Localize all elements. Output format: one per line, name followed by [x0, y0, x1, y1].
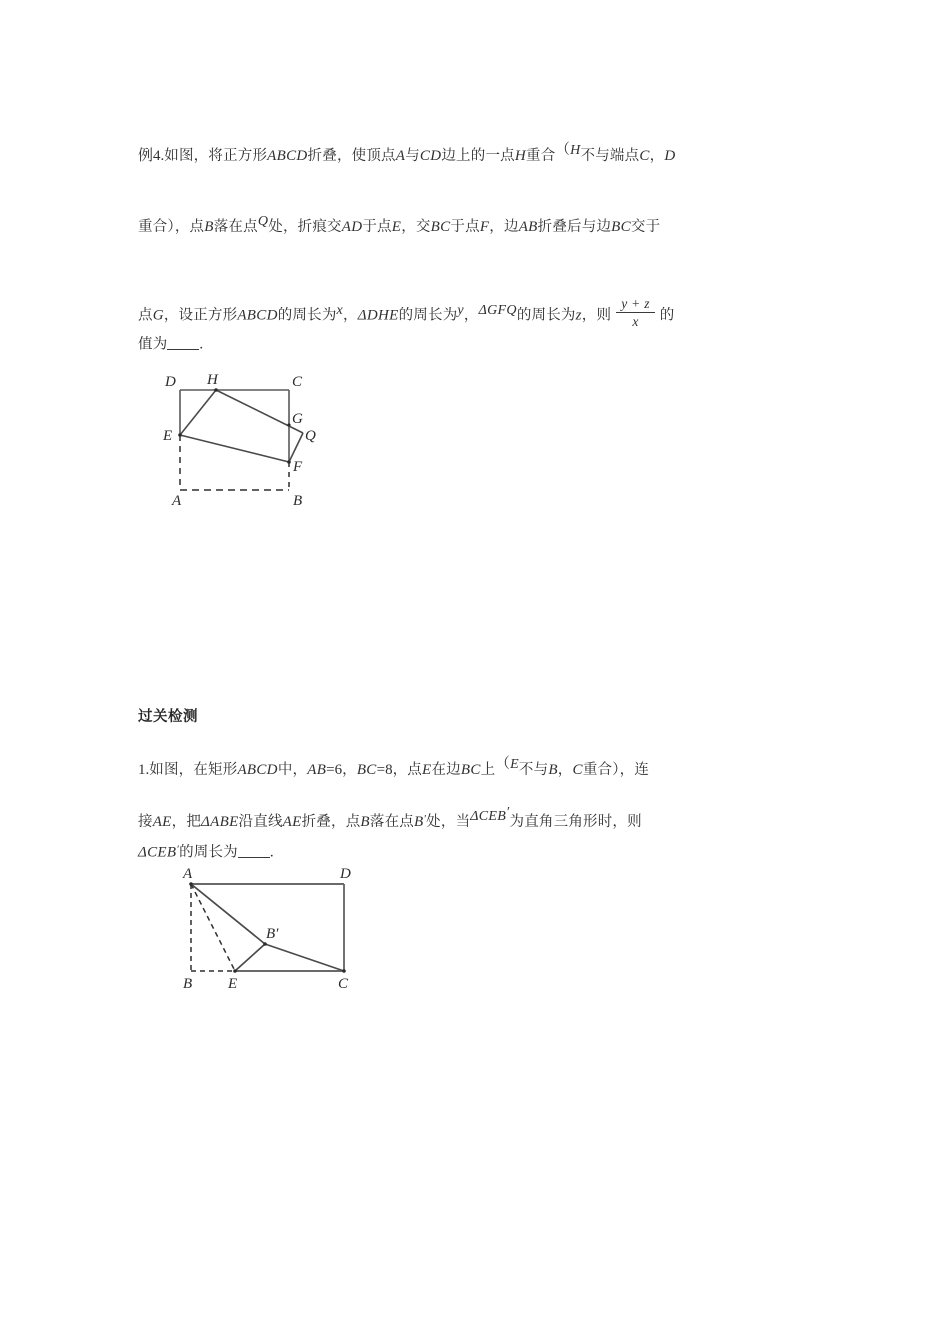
segment-ae-dashed	[191, 884, 235, 971]
q1-var-c: C	[572, 762, 583, 778]
section-heading-guoguan: 过关检测	[138, 709, 198, 725]
segment-a-bprime	[191, 884, 265, 944]
segment-bprime-e	[235, 944, 265, 971]
q1-line-2	[138, 806, 830, 831]
q1l2-text-b: ，把	[171, 814, 202, 830]
figure-rectangle-fold	[168, 862, 408, 1002]
answer-blank-example[interactable]	[167, 335, 199, 350]
q1l3-text-a: 的周长为	[179, 844, 238, 861]
var-h: H	[514, 148, 526, 164]
var-ab: AB	[518, 219, 538, 235]
label-c3: C	[338, 976, 349, 992]
label-f: F	[293, 459, 303, 475]
example-text-f: 不与端点	[580, 148, 640, 164]
e2-text-d: 于点	[362, 219, 392, 235]
q1-text-h: 重合），连	[582, 762, 650, 778]
var-q: Q	[257, 214, 269, 229]
e4-text-a: 值为	[138, 336, 168, 353]
e2-text-b: 落在点	[213, 219, 258, 235]
q1-ab-value: =6	[326, 762, 343, 778]
q-sup-group	[258, 215, 268, 230]
vertex-c2	[342, 969, 346, 973]
e2-text-e: ，交	[401, 219, 431, 235]
segment-bprime-c	[265, 944, 344, 971]
var-abcd: ABCD	[267, 148, 308, 164]
example-line-4	[138, 335, 830, 353]
q1-prime-2: ′	[506, 805, 510, 820]
q1-var-b2: B	[360, 814, 370, 830]
label-b2: B	[183, 976, 193, 992]
label-e: E	[163, 428, 173, 444]
example-text-c: 与	[405, 148, 420, 164]
var-cd: CD	[419, 148, 442, 164]
e3-text-h: ，则	[581, 307, 612, 324]
q1l3-period: .	[269, 844, 274, 861]
q1-var-b: B	[548, 762, 558, 778]
var-abcd2: ABCD	[237, 307, 278, 324]
tri-dhe: ΔDHE	[357, 307, 399, 324]
q1-prime-3: ′	[176, 843, 180, 856]
q1-var-e2: E	[510, 757, 519, 772]
q1-line-1	[138, 757, 830, 779]
label-q: Q	[305, 428, 316, 444]
example-line-1	[138, 143, 830, 165]
q1l2-text-a: 接	[138, 814, 153, 830]
e3-text-f: ，	[463, 307, 479, 324]
vertex-a2	[189, 882, 193, 886]
example-text-a: 如图，将正方形	[164, 148, 268, 164]
q1-tri-abe: ΔABE	[201, 814, 239, 830]
var-f: F	[479, 219, 490, 235]
var-bc2: BC	[611, 219, 631, 235]
label-d2: D	[340, 866, 351, 882]
q1l2-text-d: 折叠，点	[301, 814, 361, 830]
segment-hq	[216, 390, 303, 433]
e3-text-i: 的	[659, 307, 675, 324]
e2-text-f: 于点	[450, 219, 480, 235]
figure-square-fold	[150, 360, 350, 510]
var-b: B	[204, 219, 214, 235]
figure-1-svg	[150, 360, 350, 510]
vertex-g	[287, 423, 290, 426]
paren-sup-group	[555, 143, 580, 159]
example-comma: ，	[649, 148, 665, 164]
label-bprime: B′	[266, 926, 279, 942]
e3-text-a: 点	[138, 307, 153, 324]
e2-text-a: 重合），点	[138, 219, 205, 235]
q1-text-g: 不与	[518, 762, 549, 778]
q1-var-bc: BC	[356, 762, 377, 778]
fraction-numerator: y + z	[616, 296, 655, 313]
vertex-f	[287, 460, 291, 464]
segment-eh	[180, 390, 216, 435]
q1-text-b: 中，	[277, 762, 308, 778]
label-a: A	[172, 493, 182, 509]
example-label: 例4.	[138, 148, 165, 164]
q1l2-text-g: 为直角三角形时，则	[509, 814, 642, 830]
vertex-h	[214, 388, 218, 392]
q1-number: 1.	[138, 762, 150, 778]
figure-2-svg	[168, 862, 408, 1002]
vertex-bprime	[263, 942, 267, 946]
vertex-e	[178, 433, 182, 437]
q1-line-3	[138, 843, 830, 861]
fraction-denominator: x	[632, 314, 639, 330]
q1-var-bprime: B	[413, 814, 424, 830]
q1-var-e: E	[422, 762, 432, 778]
q1-prime-1: ′	[423, 813, 427, 825]
var-ad: AD	[341, 219, 363, 235]
q1-var-bc2: BC	[460, 762, 481, 778]
q1-tri-ceb2: ΔCEB	[138, 844, 177, 861]
e2-text-g: ，边	[489, 219, 519, 235]
gfq-sup-group	[479, 304, 517, 319]
var-h2: H	[570, 143, 581, 158]
q1l2-text-c: 沿直线	[238, 814, 283, 830]
q1-var-ab: AB	[307, 762, 327, 778]
q1-text-e: 在边	[431, 762, 461, 778]
e3-text-d: ，	[343, 307, 358, 324]
answer-blank-q1[interactable]	[238, 843, 270, 858]
vertex-e2	[233, 969, 237, 973]
segment-qf	[289, 433, 303, 462]
q1-var-ae2: AE	[282, 814, 302, 830]
e3-text-g: 的周长为	[516, 307, 576, 324]
var-e: E	[391, 219, 402, 235]
q1l2-text-e: 落在点	[369, 814, 414, 830]
label-h: H	[207, 372, 218, 388]
var-g: G	[152, 307, 164, 324]
e2-text-i: 交于	[630, 219, 661, 235]
label-e3: E	[228, 976, 238, 992]
tri-gfq: ΔGFQ	[478, 302, 517, 318]
q1-text-d: ，点	[392, 762, 422, 778]
q1-paren-open: （	[495, 756, 511, 772]
e3-text-c: 的周长为	[277, 307, 337, 324]
q1-text-a: 如图，在矩形	[149, 762, 238, 778]
q1l2-text-f: 处，当	[426, 814, 471, 830]
fraction-yz-over-x	[616, 296, 655, 329]
var-y: y	[457, 302, 464, 318]
var-bc: BC	[430, 219, 451, 235]
q1-text-f: 上	[480, 762, 496, 778]
var-x: x	[336, 302, 344, 318]
example-line-3	[138, 296, 830, 329]
label-g: G	[292, 411, 303, 427]
example-line-2	[138, 215, 830, 236]
example-text-d: 边上的一点	[441, 148, 515, 164]
var-d: D	[664, 148, 676, 164]
q1-bc-value: =8	[376, 762, 393, 778]
paren-open: （	[555, 142, 571, 158]
var-c: C	[639, 148, 650, 164]
e3-text-b: ，设正方形	[163, 307, 238, 324]
e3-text-e: 的周长为	[398, 307, 458, 324]
q1-var-abcd: ABCD	[237, 762, 278, 778]
label-d: D	[165, 374, 176, 390]
example-text-b: 折叠，使顶点	[307, 148, 396, 164]
q1-tri-ceb: ΔCEB	[470, 809, 507, 824]
var-a: A	[395, 148, 406, 164]
label-b: B	[293, 493, 303, 509]
q1-comma: ，	[557, 762, 573, 778]
q1-var-ae: AE	[152, 814, 172, 830]
e2-text-c: 处，折痕交	[268, 219, 342, 235]
e2-text-h: 折叠后与边	[537, 219, 612, 235]
crease-ef	[180, 435, 289, 462]
q1-paren-sup	[495, 757, 519, 773]
label-a2: A	[183, 866, 193, 882]
example-text-e: 重合	[526, 148, 556, 164]
label-c: C	[292, 374, 303, 390]
var-z: z	[575, 307, 582, 324]
e4-period: .	[199, 336, 204, 353]
q1-text-c: ，	[342, 762, 357, 778]
q1-ceb-sup	[470, 806, 509, 825]
